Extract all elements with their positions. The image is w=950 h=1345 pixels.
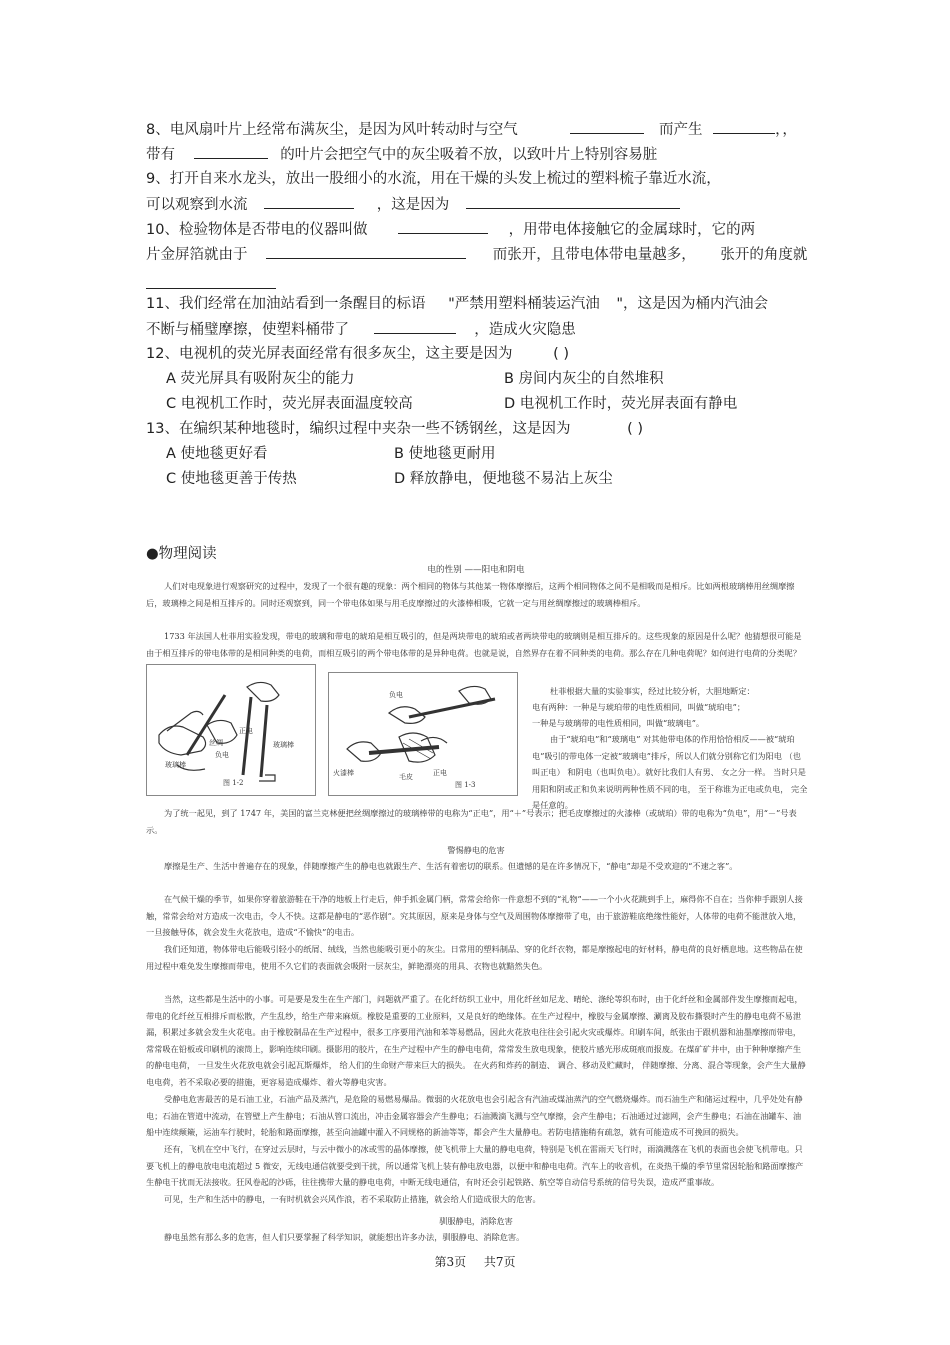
reading-title-3: 驯服静电，消除危害	[439, 1216, 513, 1226]
q12-stem: 12、电视机的荧光屏表面经常有很多灰尘，这主要是因为 ( )	[146, 346, 569, 362]
side-text-2: 电有两种：一种是与琥珀带的电性质相同，叫做“琥珀电”；	[532, 702, 746, 712]
fig2-caption: 图 1-3	[455, 781, 476, 789]
reading-paragraph-3: 为了统一起见，到了 1747 年，美国的富兰克林便把丝绸摩擦过的玻璃棒带的电称为“正电”，用“＋”号表示；把毛皮摩擦过的火漆棒（或琥珀）带的电称为“负电”，用“－”号表示。	[146, 808, 797, 835]
q13-option-b[interactable]: B 使地毯更耐用	[394, 446, 496, 462]
reading-paragraph-5: 在气候干燥的季节，如果你穿着旅游鞋在干净的地板上行走后，伸手抓金属门柄，常常会给你一件意想不到的“礼物”——一个小火花跳到手上，麻得你不自在；当你伸手跟别人接触，常常会给对方造成一次电击，令人不快。这都是静电的“恶作剧”。究其原因，原来是身体与空气及周围物体摩擦带了电，由于旅游鞋底绝缘性能好，人体带的电荷不能泄放入地，一旦接触导体，就会发生火花放电，造成“不愉快”的电击。	[146, 894, 803, 938]
fig1-label-2: 丝绸	[209, 739, 223, 747]
figure-1-3-illustration	[329, 673, 517, 795]
q8-blank-1[interactable]	[570, 117, 644, 134]
reading-paragraph-8: 受静电危害最苦的是石油工业，石油产品及蒸汽，是危险的易燃易爆品。微弱的火花放电也会引起含有汽油或煤油蒸汽的空气燃烧爆炸。而石油生产和储运过程中，几乎处处有静电；石油在管道中流动，在管壁上产生静电；石油从管口流出，冲击金属容器会产生静电；石油溅滴飞溅与空气摩擦，会产生静电；石油通过过滤网，会产生静电；石油在油罐车、油船中连续颠簸，运油车行驶时，轮胎和路面摩擦，甚至向油罐中灌入不同规格的新油等等，都会产生大量静电。若防电措施稍有疏忽，就有可能造成不可挽回的损失。	[146, 1094, 803, 1138]
q9-blank-2[interactable]	[466, 192, 680, 209]
reading-title-1: 电的性别 ——阳电和阴电	[427, 565, 525, 575]
q13-option-c[interactable]: C 使地毯更善于传热	[166, 471, 297, 487]
q10-blank-2[interactable]	[266, 242, 466, 259]
q11-line1: 11、我们经常在加油站看到一条醒目的标语 "严禁用塑料桶装运汽油 "，这是因为桶内汽油会	[146, 296, 769, 312]
q8-blank-3[interactable]	[194, 142, 268, 159]
fig1-caption: 图 1-2	[223, 779, 244, 787]
q9-line1: 9、打开自来水龙头，放出一股细小的水流，用在干燥的头发上梳过的塑料梳子靠近水流，	[146, 171, 721, 187]
reading-paragraph-6: 我们还知道，物体带电后能吸引轻小的纸屑、绒线，当然也能吸引更小的灰尘。日常用的塑料制品、穿的化纤衣物，都是摩擦起电的好材料，静电荷的良好栖息地。这些物品在使用过程中难免发生摩擦而带电，使用不久它们的表面就会吸附一层灰尘，鲜艳漂亮的用具、衣物也就黯然失色。	[146, 944, 803, 971]
fig1-label-3: 正电	[239, 727, 253, 735]
q10-line1: 10、检验物体是否带电的仪器叫做 ，用带电体接触它的金属球时，它的两	[146, 217, 755, 243]
q8-line1: 8、电风扇叶片上经常布满灰尘，是因为风叶转动时与空气 而产生 ，，	[146, 117, 797, 143]
q10-blank-1[interactable]	[398, 217, 488, 234]
fig1-label-4: 负电	[215, 751, 229, 759]
side-text-4: 由于“琥珀电”和“玻璃电” 对其他带电体的作用恰恰相反——被“琥珀电”吸引的带电体一定被“玻璃电”排斥，所以人们就分别称它们为阳电 （也叫正电） 和阴电（也叫负电）。就好比我们人有男、 女之分一样。 当时只是用阳和阴或正和负来说明两种性质不同的电， 至于称谁为正电或负电， 完全是任意的。	[532, 734, 808, 811]
reading-paragraph-7: 当然，这些都是生活中的小事。可是要是发生在生产部门，问题就严重了。在化纤纺织工业中，用化纤丝如尼龙、晴纶、涤纶等织布时，由于化纤丝和金属部件发生摩擦而起电，带电的化纤丝互相排斥而松散，产生乱纱，给生产带来麻烦。橡胶是重要的工业原料，又是良好的绝缘体。在生产过程中，橡胶与金属摩擦、涮离及胶布撕裂时产生的静电电荷不易泄漏，积累过多就会发生火花电。由于橡胶制品在生产过程中，很多工序要用汽油和苯等易燃品，因此火花放电往往会引起火灾或爆炸。印刷车间，纸张由于跟机器和油墨摩擦而带电，常常吸在铅板或印刷机的滚筒上，影响连续印刷。摄影用的胶片，在生产过程中产生的静电电荷，常常发生放电现象，使胶片感光形成斑痕而报废。在煤矿矿井中，由于种种摩擦产生的静电电荷， 一旦发生火花放电就会引起瓦斯爆炸， 给人们的生命财产带来巨大的损失。 在火药和炸药的制造、 调合、移动及贮藏时， 伴随摩擦、分离、混合等现象，会产生大量静电电荷，若不采取必要的措施，更容易造成爆炸、着火等静电灾害。	[146, 994, 806, 1087]
q8-blank-2[interactable]	[713, 117, 775, 134]
fig1-label-5: 玻璃棒	[273, 741, 294, 749]
fig2-label-1: 负电	[389, 691, 403, 699]
q11-blank-1[interactable]	[374, 317, 456, 334]
reading-paragraph-2: 1733 年法国人杜菲用实验发现，带电的玻璃和带电的琥珀是相互吸引的，但是两块带电的琥珀或者两块带电的玻璃则是相互排斥的。这些现象的原因是什么呢？他猜想很可能是由于相互排斥的带电体带的是相同种类的电荷，而相互吸引的两个带电体带的是异种电荷。也就是说，自然界存在着不同种类的电荷。那么存在几种电荷呢？如何进行电荷的分类呢？	[146, 631, 802, 658]
q9-line2: 可以观察到水流 ，这是因为	[146, 192, 680, 218]
q13-answer-paren[interactable]: ( )	[627, 421, 643, 437]
fig2-label-3: 毛皮	[399, 773, 413, 781]
q13-option-a[interactable]: A 使地毯更好看	[166, 446, 268, 462]
q9-blank-1[interactable]	[264, 192, 354, 209]
reading-paragraph-9: 还有，飞机在空中飞行，在穿过云层时，与云中微小的冰或雪的晶体摩擦，使飞机带上大量的静电电荷，特别是飞机在雷雨天飞行时，雨滴溅落在飞机的表面也会使飞机带电。只要飞机上的静电放电电流超过 5 微安，无线电通信就要受到干扰，所以通常飞机上装有静电放电器，以便中和静电电荷。汽车上的收音机，在炎热干燥的季节里常因轮胎和路面摩擦产生静电干扰而无法接收。狂风卷起的沙砾，往往携带大量的静电电荷，中断无线电通信，有时还会引起铁路、航空等自动信号系统的信号失误，造成严重事故。	[146, 1144, 804, 1188]
side-text-1: 杜菲根据大量的实验事实，经过比较分析，大胆地断定：	[550, 686, 755, 696]
page-total: 共7页	[483, 1255, 516, 1269]
figure-1-3	[328, 672, 518, 796]
page-number: 第3页	[434, 1255, 467, 1269]
q10-blank-3[interactable]	[146, 272, 276, 289]
q10-line2: 片金屏箔就由于 而张开，且带电体带电量越多， 张开的角度就	[146, 242, 807, 268]
reading-paragraph-11: 静电虽然有那么多的危害，但人们只要掌握了科学知识，就能想出许多办法，驯服静电、消除危害。	[164, 1232, 525, 1242]
q8-line2: 带有 的叶片会把空气中的灰尘吸着不放，以致叶片上特别容易脏	[146, 142, 657, 168]
q12-option-d[interactable]: D 电视机工作时，荧光屏表面有静电	[504, 396, 738, 412]
fig2-label-4: 正电	[433, 769, 447, 777]
q12-option-c[interactable]: C 电视机工作时，荧光屏表面温度较高	[166, 396, 413, 412]
q13-option-d[interactable]: D 释放静电，便地毯不易沾上灰尘	[394, 471, 613, 487]
figure-1-2	[146, 664, 316, 796]
q12-option-b[interactable]: B 房间内灰尘的自然堆积	[504, 371, 664, 387]
q13-stem: 13、在编织某种地毯时，编织过程中夹杂一些不锈钢丝，这是因为 ( )	[146, 421, 643, 437]
q12-answer-paren[interactable]: ( )	[553, 346, 569, 362]
q12-option-a[interactable]: A 荧光屏具有吸附灰尘的能力	[166, 371, 355, 387]
fig1-label-1: 玻璃棒	[165, 761, 186, 769]
reading-section-title: ●物理阅读	[146, 546, 217, 562]
page-footer	[0, 1253, 950, 1270]
reading-paragraph-4: 摩擦是生产、生活中普遍存在的现象，伴随摩擦产生的静电也就跟生产、生活有着密切的联系。但遗憾的是在许多情况下，“静电”却是不受欢迎的“不速之客”。	[164, 861, 738, 871]
side-text-3: 一种是与玻璃带的电性质相同，叫做“玻璃电”。	[532, 718, 705, 728]
reading-title-2: 警惕静电的危害	[447, 845, 505, 855]
reading-paragraph-1: 人们对电现象进行观察研究的过程中，发现了一个很有趣的现象：两个相同的物体与其他某一物体摩擦后，这两个相同物体之间不是相吸而是相斥。比如两根玻璃棒用丝绸摩擦后，玻璃棒之间是相互排斥的。同时还观察到，同一个带电体如果与用毛皮摩擦过的火漆棒相吸，它就一定与用丝绸摩擦过的玻璃棒相斥。	[146, 581, 795, 608]
fig2-label-2: 火漆棒	[333, 769, 354, 777]
reading-paragraph-10: 可见，生产和生活中的静电，一有时机就会兴风作浪，若不采取防止措施，就会给人们造成很大的危害。	[164, 1194, 541, 1204]
q11-line2: 不断与桶璧摩擦，使塑料桶带了 ，造成火灾隐患	[146, 317, 576, 343]
